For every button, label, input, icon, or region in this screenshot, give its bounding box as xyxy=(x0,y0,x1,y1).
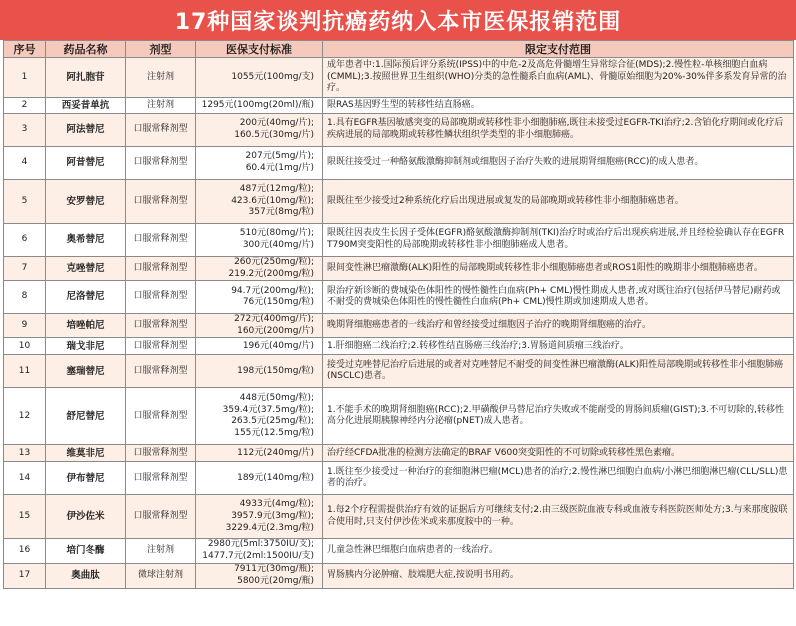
table-row xyxy=(4,114,794,147)
row-number: 1 xyxy=(4,58,46,98)
row-number: 5 xyxy=(4,180,46,224)
payment-standard-line: 200元(40mg/片); xyxy=(239,118,314,129)
table-row xyxy=(4,338,794,355)
payment-standard-line: 198元(150mg/粒) xyxy=(237,365,314,376)
payment-scope: 晚期肾细胞癌患者的一线治疗和曾经接受过细胞因子治疗的晚期肾细胞癌的治疗。 xyxy=(323,314,794,338)
dosage-form: 微球注射剂 xyxy=(126,563,196,588)
payment-standard xyxy=(196,445,323,462)
payment-standard-line: 3229.4元(2.3mg/粒) xyxy=(225,522,314,533)
payment-standard-line: 423.6元(10mg/粒); xyxy=(231,195,314,206)
dosage-form: 口服常释剂型 xyxy=(126,281,196,314)
header-standard: 医保支付标准 xyxy=(196,41,323,58)
table-row xyxy=(4,257,794,281)
payment-scope: 限既往至少接受过2种系统化疗后出现进展或复发的局部晚期或转移性非小细胞肺癌患者。 xyxy=(323,180,794,224)
drug-name: 安罗替尼 xyxy=(46,180,126,224)
row-number: 3 xyxy=(4,114,46,147)
payment-standard xyxy=(196,314,323,338)
row-number: 11 xyxy=(4,355,46,388)
drug-name: 培唑帕尼 xyxy=(46,314,126,338)
dosage-form: 口服常释剂型 xyxy=(126,388,196,445)
payment-standard xyxy=(196,388,323,445)
row-number: 17 xyxy=(4,563,46,588)
drug-name: 奥曲肽 xyxy=(46,563,126,588)
payment-scope: 1.不能手术的晚期肾细胞癌(RCC);2.甲磺酸伊马替尼治疗失败或不能耐受的胃肠间质瘤(GIST);3.不可切除的,转移性高分化进展期胰腺神经内分泌瘤(pNET)成人患者。 xyxy=(323,388,794,445)
drug-name: 舒尼替尼 xyxy=(46,388,126,445)
drug-name: 阿昔替尼 xyxy=(46,147,126,180)
table-row xyxy=(4,314,794,338)
payment-standard-line: 2980元(5ml:3750IU/支); xyxy=(207,539,314,550)
payment-standard-line: 219.2元(200mg/粒) xyxy=(228,268,314,279)
payment-standard xyxy=(196,98,323,114)
payment-scope: 1.肝细胞癌二线治疗;2.转移性结直肠癌三线治疗;3.胃肠道间质瘤三线治疗。 xyxy=(323,338,794,355)
drug-name: 维莫非尼 xyxy=(46,445,126,462)
payment-standard xyxy=(196,180,323,224)
payment-standard-line: 448元(50mg/粒); xyxy=(239,393,314,404)
dosage-form: 注射剂 xyxy=(126,58,196,98)
payment-standard-line: 76元(150mg/粒) xyxy=(242,297,314,308)
table-row xyxy=(4,281,794,314)
payment-standard-line: 189元(140mg/粒) xyxy=(237,472,314,483)
table-row xyxy=(4,388,794,445)
table-row xyxy=(4,58,794,98)
row-number: 2 xyxy=(4,98,46,114)
dosage-form: 口服常释剂型 xyxy=(126,355,196,388)
table-row xyxy=(4,563,794,588)
payment-standard-line: 155元(12.5mg/粒) xyxy=(234,427,314,438)
payment-scope: 成年患者中:1.国际预后评分系统(IPSS)中的中危-2及高危骨髓增生异常综合征(MDS);2.慢性粒-单核细胞白血病(CMML);3.按照世界卫生组织(WHO)分类的急性髓系白血病(AML)、骨髓原始细胞为20%-30%伴多系发育异常的治疗。 xyxy=(323,58,794,98)
dosage-form: 口服常释剂型 xyxy=(126,338,196,355)
payment-standard xyxy=(196,147,323,180)
drug-name: 西妥昔单抗 xyxy=(46,98,126,114)
payment-standard xyxy=(196,257,323,281)
payment-scope: 1.每2个疗程需提供治疗有效的证据后方可继续支付;2.由三级医院血液专科或血液专科医院医师处方;3.与来那度胺联合使用时,只支付伊沙佐米或来那度胺中的一种。 xyxy=(323,495,794,539)
dosage-form: 口服常释剂型 xyxy=(126,224,196,257)
payment-standard-line: 1055元(100mg/支) xyxy=(231,71,314,82)
dosage-form: 注射剂 xyxy=(126,539,196,563)
table-row xyxy=(4,147,794,180)
row-number: 8 xyxy=(4,281,46,314)
table-row xyxy=(4,539,794,563)
dosage-form: 口服常释剂型 xyxy=(126,314,196,338)
payment-standard xyxy=(196,114,323,147)
drug-name: 塞瑞替尼 xyxy=(46,355,126,388)
payment-scope: 限治疗新诊断的费城染色体阳性的慢性髓性白血病(Ph+ CML)慢性期成人患者,或对既往治疗(包括伊马替尼)耐药或不耐受的费城染色体阳性的慢性髓性白血病(Ph+ CML)慢性期或加速期成人患者。 xyxy=(323,281,794,314)
payment-standard-line: 272元(400mg/片); xyxy=(234,314,314,325)
payment-standard xyxy=(196,462,323,495)
dosage-form: 口服常释剂型 xyxy=(126,462,196,495)
payment-standard-line: 300元(40mg/片) xyxy=(242,240,314,250)
dosage-form: 口服常释剂型 xyxy=(126,147,196,180)
row-number: 16 xyxy=(4,539,46,563)
drug-name: 克唑替尼 xyxy=(46,257,126,281)
payment-scope: 限RAS基因野生型的转移性结直肠癌。 xyxy=(323,98,794,114)
payment-standard-line: 160.5元(30mg/片) xyxy=(234,130,314,140)
row-number: 13 xyxy=(4,445,46,462)
row-number: 15 xyxy=(4,495,46,539)
payment-scope: 儿童急性淋巴细胞白血病患者的一线治疗。 xyxy=(323,539,794,563)
payment-standard xyxy=(196,281,323,314)
dosage-form: 口服常释剂型 xyxy=(126,445,196,462)
table-row xyxy=(4,495,794,539)
payment-standard-line: 3957.9元(3mg/粒); xyxy=(231,511,314,522)
drug-name: 阿扎胞苷 xyxy=(46,58,126,98)
payment-scope: 限既往接受过一种酪氨酸激酶抑制剂或细胞因子治疗失败的进展期肾细胞癌(RCC)的成人患者。 xyxy=(323,147,794,180)
payment-scope: 限既往因表皮生长因子受体(EGFR)酪氨酸激酶抑制剂(TKI)治疗时或治疗后出现疾病进展,并且经检验确认存在EGFR T790M突变阳性的局部晚期或转移性非小细胞肺癌成人患者。 xyxy=(323,224,794,257)
row-number: 12 xyxy=(4,388,46,445)
table-body xyxy=(4,58,794,589)
payment-standard xyxy=(196,224,323,257)
payment-scope: 治疗经CFDA批准的检测方法确定的BRAF V600突变阳性的不可切除或转移性黑色素瘤。 xyxy=(323,445,794,462)
payment-standard xyxy=(196,563,323,588)
row-number: 7 xyxy=(4,257,46,281)
payment-standard-line: 263.5元(25mg/粒); xyxy=(231,416,314,427)
payment-scope: 1.具有EGFR基因敏感突变的局部晚期或转移性非小细胞肺癌,既往未接受过EGFR-TKI治疗;2.含铂化疗期间或化疗后疾病进展的局部晚期或转移性鳞状组织学类型的非小细胞肺癌。 xyxy=(323,114,794,147)
table-row xyxy=(4,462,794,495)
payment-scope: 限间变性淋巴瘤激酶(ALK)阳性的局部晚期或转移性非小细胞肺癌患者或ROS1阳性的晚期非小细胞肺癌患者。 xyxy=(323,257,794,281)
table-row xyxy=(4,445,794,462)
payment-standard-line: 510元(80mg/片); xyxy=(239,228,314,239)
payment-standard-line: 7911元(30mg/瓶); xyxy=(234,563,314,574)
row-number: 14 xyxy=(4,462,46,495)
payment-standard-line: 60.4元(1mg/片) xyxy=(245,163,314,173)
drug-name: 奥希替尼 xyxy=(46,224,126,257)
payment-standard-line: 160元(200mg/片) xyxy=(237,325,314,336)
page-title: 17种国家谈判抗癌药纳入本市医保报销范围 xyxy=(0,0,796,40)
payment-standard-line: 260元(250mg/粒); xyxy=(234,257,314,267)
table-row xyxy=(4,98,794,114)
payment-scope: 1.既往至少接受过一种治疗的套细胞淋巴瘤(MCL)患者的治疗;2.慢性淋巴细胞白血病/小淋巴细胞淋巴瘤(CLL/SLL)患者的治疗。 xyxy=(323,462,794,495)
row-number: 4 xyxy=(4,147,46,180)
header-name: 药品名称 xyxy=(46,41,126,58)
table-row xyxy=(4,224,794,257)
payment-standard-line: 207元(5mg/片); xyxy=(245,151,314,162)
dosage-form: 口服常释剂型 xyxy=(126,257,196,281)
payment-standard-line: 357元(8mg/粒) xyxy=(248,207,314,218)
payment-standard xyxy=(196,338,323,355)
dosage-form: 注射剂 xyxy=(126,98,196,114)
header-no: 序号 xyxy=(4,41,46,58)
drug-name: 伊布替尼 xyxy=(46,462,126,495)
payment-standard xyxy=(196,539,323,563)
row-number: 6 xyxy=(4,224,46,257)
payment-standard xyxy=(196,58,323,98)
payment-standard-line: 1477.7元(2ml:1500IU/支) xyxy=(202,550,314,561)
drug-name: 尼洛替尼 xyxy=(46,281,126,314)
table-row xyxy=(4,355,794,388)
payment-standard-line: 5800元(20mg/瓶) xyxy=(237,575,314,586)
table-header-row xyxy=(4,41,794,58)
drug-name: 培门冬酶 xyxy=(46,539,126,563)
drug-table xyxy=(3,40,794,589)
dosage-form: 口服常释剂型 xyxy=(126,180,196,224)
drug-name: 伊沙佐米 xyxy=(46,495,126,539)
payment-standard-line: 4933元(4mg/粒); xyxy=(239,499,314,510)
header-scope: 限定支付范围 xyxy=(323,41,794,58)
payment-standard xyxy=(196,355,323,388)
row-number: 9 xyxy=(4,314,46,338)
payment-scope: 接受过克唑替尼治疗后进展的或者对克唑替尼不耐受的间变性淋巴瘤激酶(ALK)阳性局部晚期或转移性非小细胞肺癌(NSCLC)患者。 xyxy=(323,355,794,388)
payment-standard-line: 359.4元(37.5mg/粒); xyxy=(222,404,314,415)
drug-name: 瑞戈非尼 xyxy=(46,338,126,355)
payment-standard-line: 112元(240mg/片) xyxy=(237,447,314,458)
dosage-form: 口服常释剂型 xyxy=(126,495,196,539)
payment-standard-line: 94.7元(200mg/粒); xyxy=(231,285,314,296)
dosage-form: 口服常释剂型 xyxy=(126,114,196,147)
payment-standard-line: 487元(12mg/粒); xyxy=(239,184,314,195)
payment-standard-line: 196元(40mg/片) xyxy=(242,340,314,351)
payment-standard-line: 1295元(100mg(20ml)/瓶) xyxy=(201,99,314,110)
payment-standard xyxy=(196,495,323,539)
table-row xyxy=(4,180,794,224)
payment-scope: 胃肠胰内分泌肿瘤、肢端肥大症,按说明书用药。 xyxy=(323,563,794,588)
header-form: 剂型 xyxy=(126,41,196,58)
row-number: 10 xyxy=(4,338,46,355)
drug-name: 阿法替尼 xyxy=(46,114,126,147)
